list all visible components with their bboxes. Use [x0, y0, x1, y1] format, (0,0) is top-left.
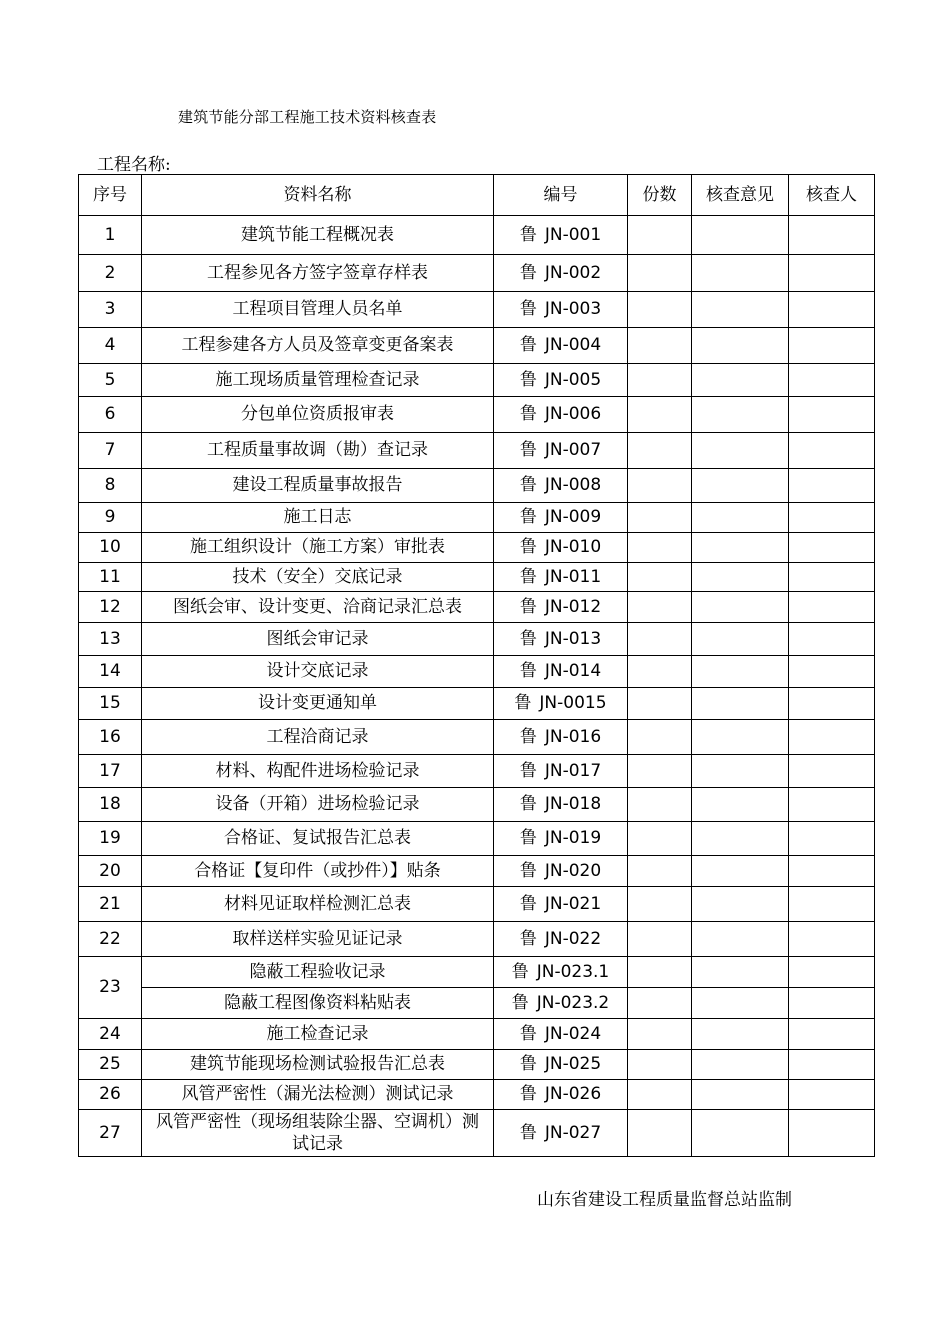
code-prefix: 鲁 [519, 262, 537, 283]
table-row [79, 720, 875, 755]
row-seq: 16 [79, 720, 142, 755]
row-opinion-cell [692, 822, 789, 856]
row-opinion-cell [692, 397, 789, 433]
code-number: JN-001 [544, 224, 602, 245]
code-number: JN-009 [544, 507, 602, 527]
row-code [494, 988, 628, 1019]
row-code [494, 822, 628, 856]
row-copies-cell [628, 887, 692, 922]
row-code [494, 503, 628, 533]
row-opinion-cell [692, 255, 789, 292]
row-seq: 20 [79, 856, 142, 887]
col-header-seq: 序号 [79, 175, 142, 216]
code-number: JN-023.2 [536, 992, 610, 1013]
row-code [494, 957, 628, 988]
row-code [494, 887, 628, 922]
code-number: JN-021 [544, 893, 602, 914]
row-code [494, 1019, 628, 1050]
row-name: 图纸会审、设计变更、洽商记录汇总表 [142, 592, 494, 623]
col-header-name: 资料名称 [142, 175, 494, 216]
code-number: JN-024 [544, 1023, 602, 1044]
row-seq: 21 [79, 887, 142, 922]
header-row [79, 175, 875, 216]
row-seq: 7 [79, 433, 142, 469]
table-row [79, 397, 875, 433]
code-prefix: 鲁 [519, 794, 537, 814]
row-opinion-cell [692, 1110, 789, 1157]
table-row [79, 822, 875, 856]
row-checker-cell [789, 469, 875, 503]
code-number: JN-019 [544, 828, 602, 848]
table-row [79, 563, 875, 592]
row-seq: 26 [79, 1080, 142, 1110]
table-row [79, 1080, 875, 1110]
row-code [494, 1080, 628, 1110]
row-name: 合格证【复印件（或抄件）】贴条 [142, 856, 494, 887]
document-title: 建筑节能分部工程施工技术资料核查表 [178, 108, 437, 126]
row-copies-cell [628, 720, 692, 755]
row-opinion-cell [692, 328, 789, 364]
row-name: 施工日志 [142, 503, 494, 533]
code-number: JN-004 [544, 335, 602, 355]
code-prefix: 鲁 [511, 961, 529, 982]
row-copies-cell [628, 533, 692, 563]
row-opinion-cell [692, 503, 789, 533]
row-name: 技术（安全）交底记录 [142, 563, 494, 592]
table-body [79, 216, 875, 1157]
code-number: JN-005 [544, 369, 602, 390]
col-header-checker: 核查人 [789, 175, 875, 216]
row-copies-cell [628, 397, 692, 433]
row-opinion-cell [692, 957, 789, 988]
row-opinion-cell [692, 469, 789, 503]
code-prefix: 鲁 [519, 1122, 537, 1143]
row-seq: 19 [79, 822, 142, 856]
row-copies-cell [628, 563, 692, 592]
row-copies-cell [628, 1080, 692, 1110]
row-copies-cell [628, 822, 692, 856]
table-row [79, 887, 875, 922]
row-seq: 14 [79, 656, 142, 688]
code-prefix: 鲁 [514, 693, 532, 713]
row-copies-cell [628, 216, 692, 255]
code-prefix: 鲁 [519, 335, 537, 355]
table-row [79, 1050, 875, 1080]
row-name: 建筑节能工程概况表 [142, 216, 494, 255]
row-name: 设备（开箱）进场检验记录 [142, 788, 494, 822]
row-copies-cell [628, 856, 692, 887]
row-seq: 13 [79, 623, 142, 656]
row-copies-cell [628, 1019, 692, 1050]
row-opinion-cell [692, 887, 789, 922]
table-row [79, 592, 875, 623]
code-prefix: 鲁 [519, 440, 537, 460]
row-seq: 10 [79, 533, 142, 563]
table-row [79, 364, 875, 397]
row-checker-cell [789, 503, 875, 533]
row-name: 取样送样实验见证记录 [142, 922, 494, 957]
code-prefix: 鲁 [519, 596, 537, 617]
code-number: JN-026 [544, 1084, 602, 1104]
row-name: 施工现场质量管理检查记录 [142, 364, 494, 397]
row-code [494, 563, 628, 592]
row-checker-cell [789, 397, 875, 433]
row-code [494, 364, 628, 397]
row-code [494, 292, 628, 328]
code-number: JN-017 [544, 760, 602, 781]
row-opinion-cell [692, 1050, 789, 1080]
table-row [79, 922, 875, 957]
row-opinion-cell [692, 656, 789, 688]
row-opinion-cell [692, 433, 789, 469]
table-row [79, 216, 875, 255]
table-row [79, 292, 875, 328]
row-copies-cell [628, 755, 692, 788]
table-row [79, 433, 875, 469]
table-row [79, 1110, 875, 1157]
table-row [79, 856, 875, 887]
row-copies-cell [628, 469, 692, 503]
table-row [79, 1019, 875, 1050]
row-name: 建设工程质量事故报告 [142, 469, 494, 503]
row-seq: 25 [79, 1050, 142, 1080]
row-name: 材料见证取样检测汇总表 [142, 887, 494, 922]
row-opinion-cell [692, 592, 789, 623]
row-name: 施工组织设计（施工方案）审批表 [142, 533, 494, 563]
row-checker-cell [789, 822, 875, 856]
code-number: JN-013 [544, 628, 602, 649]
row-name: 设计交底记录 [142, 656, 494, 688]
row-copies-cell [628, 364, 692, 397]
code-prefix: 鲁 [519, 566, 537, 587]
row-seq: 23 [79, 957, 142, 1019]
row-opinion-cell [692, 364, 789, 397]
row-seq: 8 [79, 469, 142, 503]
row-opinion-cell [692, 688, 789, 720]
row-copies-cell [628, 592, 692, 623]
row-code [494, 922, 628, 957]
row-code [494, 328, 628, 364]
row-name: 风管严密性（现场组装除尘器、空调机）测试记录 [142, 1110, 494, 1157]
row-checker-cell [789, 328, 875, 364]
code-number: JN-012 [544, 596, 602, 617]
row-name: 材料、构配件进场检验记录 [142, 755, 494, 788]
row-checker-cell [789, 255, 875, 292]
row-checker-cell [789, 656, 875, 688]
row-checker-cell [789, 1080, 875, 1110]
row-checker-cell [789, 688, 875, 720]
row-name: 工程质量事故调（勘）查记录 [142, 433, 494, 469]
code-prefix: 鲁 [519, 1023, 537, 1044]
row-seq: 12 [79, 592, 142, 623]
code-prefix: 鲁 [519, 928, 537, 949]
row-copies-cell [628, 1110, 692, 1157]
row-code [494, 216, 628, 255]
row-opinion-cell [692, 563, 789, 592]
code-number: JN-020 [544, 860, 602, 881]
row-name: 风管严密性（漏光法检测）测试记录 [142, 1080, 494, 1110]
code-number: JN-025 [544, 1054, 602, 1074]
row-code [494, 469, 628, 503]
row-copies-cell [628, 688, 692, 720]
code-prefix: 鲁 [519, 404, 537, 424]
row-copies-cell [628, 292, 692, 328]
col-header-code: 编号 [494, 175, 628, 216]
code-number: JN-006 [544, 404, 602, 424]
row-name: 建筑节能现场检测试验报告汇总表 [142, 1050, 494, 1080]
row-checker-cell [789, 957, 875, 988]
project-name-label: 工程名称: [97, 155, 171, 175]
row-seq: 4 [79, 328, 142, 364]
row-code [494, 656, 628, 688]
table-row [79, 623, 875, 656]
row-code [494, 397, 628, 433]
code-number: JN-003 [544, 299, 602, 319]
row-copies-cell [628, 957, 692, 988]
code-prefix: 鲁 [519, 661, 537, 681]
row-code [494, 592, 628, 623]
table-row [79, 656, 875, 688]
table-row [79, 788, 875, 822]
code-prefix: 鲁 [519, 828, 537, 848]
row-code [494, 1050, 628, 1080]
row-copies-cell [628, 433, 692, 469]
row-seq: 3 [79, 292, 142, 328]
row-seq: 6 [79, 397, 142, 433]
row-opinion-cell [692, 755, 789, 788]
row-seq: 27 [79, 1110, 142, 1157]
row-checker-cell [789, 292, 875, 328]
table-row [79, 755, 875, 788]
code-prefix: 鲁 [519, 507, 537, 527]
row-code [494, 255, 628, 292]
code-number: JN-011 [544, 566, 602, 587]
row-code [494, 623, 628, 656]
row-opinion-cell [692, 988, 789, 1019]
row-checker-cell [789, 592, 875, 623]
check-table [78, 174, 875, 1157]
row-seq: 18 [79, 788, 142, 822]
code-number: JN-0015 [539, 693, 607, 713]
row-seq: 17 [79, 755, 142, 788]
row-checker-cell [789, 922, 875, 957]
row-opinion-cell [692, 1080, 789, 1110]
row-copies-cell [628, 788, 692, 822]
row-checker-cell [789, 216, 875, 255]
table-row [79, 503, 875, 533]
row-name: 隐蔽工程验收记录 [142, 957, 494, 988]
row-checker-cell [789, 788, 875, 822]
row-name: 工程参建各方人员及签章变更备案表 [142, 328, 494, 364]
code-prefix: 鲁 [519, 726, 537, 747]
row-code [494, 688, 628, 720]
row-opinion-cell [692, 788, 789, 822]
col-header-opinion: 核查意见 [692, 175, 789, 216]
table-row [79, 533, 875, 563]
code-number: JN-022 [544, 928, 602, 949]
row-opinion-cell [692, 292, 789, 328]
row-checker-cell [789, 755, 875, 788]
row-checker-cell [789, 1110, 875, 1157]
row-checker-cell [789, 856, 875, 887]
code-number: JN-016 [544, 726, 602, 747]
row-opinion-cell [692, 720, 789, 755]
row-checker-cell [789, 433, 875, 469]
row-copies-cell [628, 503, 692, 533]
row-name: 分包单位资质报审表 [142, 397, 494, 433]
row-code [494, 533, 628, 563]
row-seq: 1 [79, 216, 142, 255]
row-checker-cell [789, 1019, 875, 1050]
code-prefix: 鲁 [519, 1084, 537, 1104]
code-prefix: 鲁 [519, 860, 537, 881]
code-number: JN-008 [544, 475, 602, 495]
row-name: 设计变更通知单 [142, 688, 494, 720]
row-seq: 2 [79, 255, 142, 292]
row-name: 合格证、复试报告汇总表 [142, 822, 494, 856]
code-prefix: 鲁 [519, 224, 537, 245]
code-prefix: 鲁 [519, 475, 537, 495]
footer-issuer: 山东省建设工程质量监督总站监制 [537, 1190, 792, 1210]
row-copies-cell [628, 1050, 692, 1080]
row-opinion-cell [692, 922, 789, 957]
code-prefix: 鲁 [519, 1054, 537, 1074]
row-opinion-cell [692, 856, 789, 887]
row-name: 工程项目管理人员名单 [142, 292, 494, 328]
code-number: JN-010 [544, 537, 602, 557]
row-checker-cell [789, 1050, 875, 1080]
code-prefix: 鲁 [519, 299, 537, 319]
row-seq: 24 [79, 1019, 142, 1050]
row-checker-cell [789, 563, 875, 592]
row-code [494, 1110, 628, 1157]
row-seq: 22 [79, 922, 142, 957]
row-checker-cell [789, 533, 875, 563]
code-prefix: 鲁 [519, 628, 537, 649]
code-number: JN-002 [544, 262, 602, 283]
row-name: 工程参见各方签字签章存样表 [142, 255, 494, 292]
code-prefix: 鲁 [519, 893, 537, 914]
row-opinion-cell [692, 1019, 789, 1050]
row-code [494, 755, 628, 788]
code-number: JN-027 [544, 1122, 602, 1143]
row-opinion-cell [692, 216, 789, 255]
code-number: JN-007 [544, 440, 602, 460]
col-header-copies: 份数 [628, 175, 692, 216]
row-checker-cell [789, 623, 875, 656]
row-copies-cell [628, 255, 692, 292]
code-prefix: 鲁 [519, 760, 537, 781]
row-name: 工程洽商记录 [142, 720, 494, 755]
row-code [494, 433, 628, 469]
row-opinion-cell [692, 533, 789, 563]
row-code [494, 856, 628, 887]
row-copies-cell [628, 328, 692, 364]
row-checker-cell [789, 720, 875, 755]
table-row [79, 469, 875, 503]
row-copies-cell [628, 922, 692, 957]
code-number: JN-023.1 [536, 961, 610, 982]
row-name: 隐蔽工程图像资料粘贴表 [142, 988, 494, 1019]
code-prefix: 鲁 [511, 992, 529, 1013]
code-prefix: 鲁 [519, 537, 537, 557]
row-checker-cell [789, 988, 875, 1019]
row-seq: 9 [79, 503, 142, 533]
row-seq: 5 [79, 364, 142, 397]
row-seq: 15 [79, 688, 142, 720]
row-checker-cell [789, 364, 875, 397]
row-name: 图纸会审记录 [142, 623, 494, 656]
row-checker-cell [789, 887, 875, 922]
row-copies-cell [628, 656, 692, 688]
code-prefix: 鲁 [519, 369, 537, 390]
table-row [79, 255, 875, 292]
row-code [494, 720, 628, 755]
row-copies-cell [628, 623, 692, 656]
table-row [79, 328, 875, 364]
code-number: JN-018 [544, 794, 602, 814]
row-opinion-cell [692, 623, 789, 656]
table-row [79, 957, 875, 988]
table-row [79, 988, 875, 1019]
row-seq: 11 [79, 563, 142, 592]
row-copies-cell [628, 988, 692, 1019]
table-row [79, 688, 875, 720]
row-name: 施工检查记录 [142, 1019, 494, 1050]
row-code [494, 788, 628, 822]
code-number: JN-014 [544, 661, 602, 681]
